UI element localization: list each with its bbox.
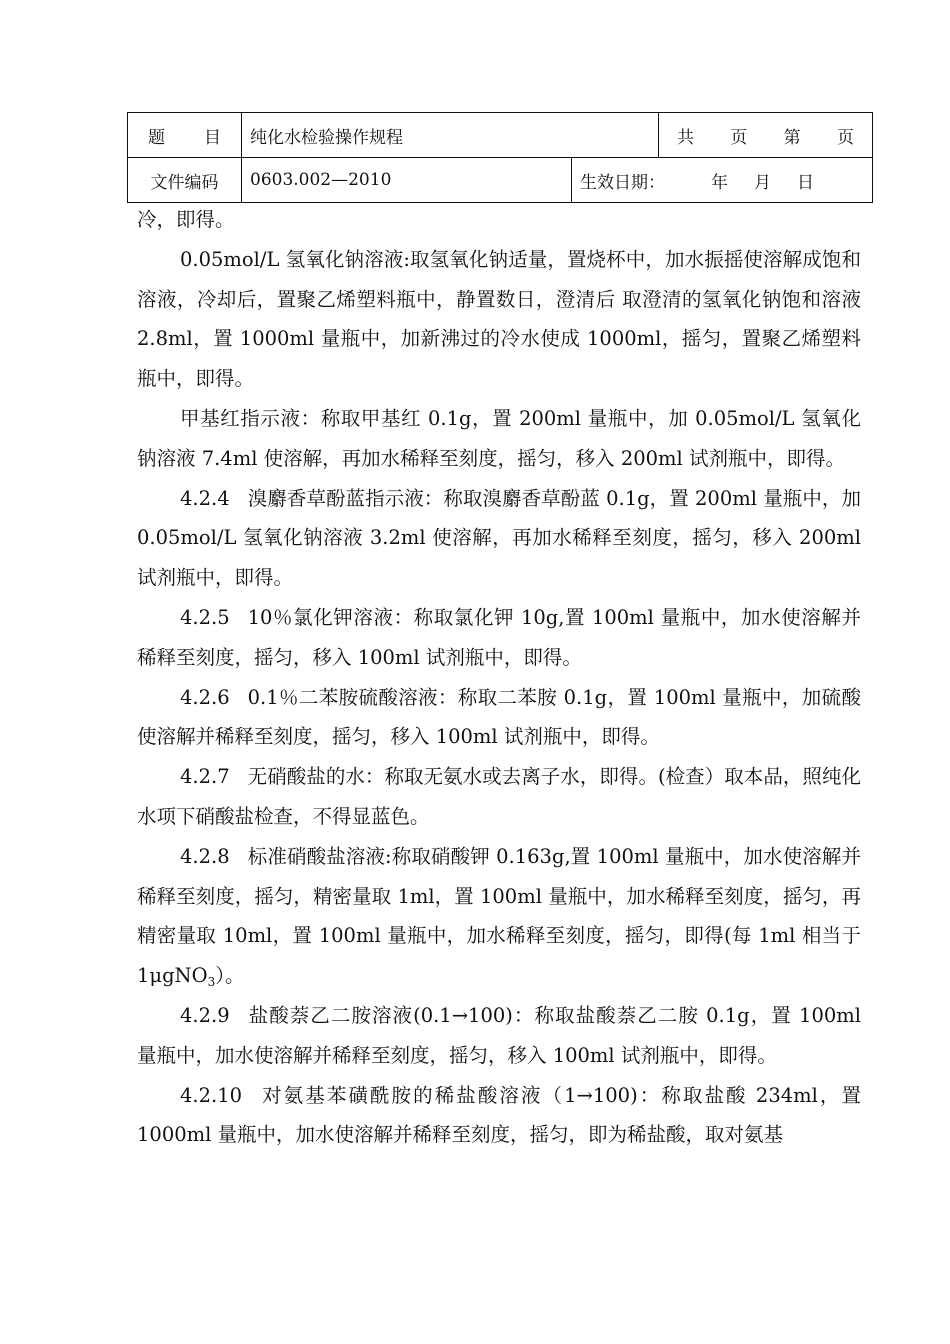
page-current-label: 第 (783, 127, 801, 148)
section-4-2-5 (137, 598, 861, 678)
effective-date-label: 生效日期： (580, 172, 665, 193)
page-total-unit: 页 (730, 127, 748, 148)
date-year: 年 (711, 172, 728, 193)
document-code: 0603.002—2010 (242, 158, 572, 203)
header-row-code (128, 158, 873, 203)
section-4-2-10 (137, 1076, 861, 1156)
section-text: 对氨基苯磺酰胺的稀盐酸溶液（1→100)：称取盐酸 234ml，置 1000ml 量瓶中，加水使溶解并稀释至刻度，摇匀，即为稀盐酸，取对氨基 (137, 1083, 861, 1147)
section-4-2-4 (137, 479, 861, 598)
section-text: 标准硝酸盐溶液:称取硝酸钾 0.163g,置 100ml 量瓶中，加水使溶解并稀释至刻度，摇匀，精密量取 1ml，置 100ml 量瓶中，加水稀释至刻度，摇匀，再精密量取 10ml，置 100ml 量瓶中，加水稀释至刻度，摇匀，即得(每 1ml 相当于 1μgNO (137, 844, 861, 988)
title-label-cell (128, 113, 242, 158)
section-text: 无硝酸盐的水：称取无氨水或去离子水，即得。(检查）取本品，照纯化水项下硝酸盐检查，不得显蓝色。 (137, 765, 861, 828)
document-body (137, 200, 861, 1155)
section-number: 4.2.8 (180, 844, 230, 868)
section-4-2-8 (137, 837, 861, 996)
section-text: 0.1％二苯胺硫酸溶液：称取二苯胺 0.1g，置 100ml 量瓶中，加硫酸使溶解并稀释至刻度，摇匀，移入 100ml 试剂瓶中，即得。 (137, 685, 861, 749)
section-4-2-6 (137, 678, 861, 758)
date-month: 月 (754, 172, 771, 193)
effective-date-cell (572, 158, 873, 203)
section-text: 溴麝香草酚蓝指示液：称取溴麝香草酚蓝 0.1g，置 200ml 量瓶中，加 0.05mol/L 氢氧化钠溶液 3.2ml 使溶解，再加水稀释至刻度，摇匀，移入 200ml 试剂瓶中，即得。 (137, 486, 861, 590)
header-row-title (128, 113, 873, 158)
section-4-2-9 (137, 996, 861, 1076)
document-title: 纯化水检验操作规程 (242, 113, 659, 158)
section-text: 10％氯化钾溶液：称取氯化钾 10g,置 100ml 量瓶中，加水使溶解并稀释至刻度，摇匀，移入 100ml 试剂瓶中，即得。 (137, 605, 861, 669)
paragraph-methyl-red: 甲基红指示液：称取甲基红 0.1g，置 200ml 量瓶中，加 0.05mol/L 氢氧化钠溶液 7.4ml 使溶解，再加水稀释至刻度，摇匀，移入 200ml 试剂瓶中，即得。 (137, 406, 861, 470)
page-total-label: 共 (677, 127, 694, 148)
section-number: 4.2.6 (180, 685, 230, 709)
section-text: 盐酸萘乙二胺溶液(0.1→100)：称取盐酸萘乙二胺 0.1g，置 100ml 量瓶中，加水使溶解并稀释至刻度，摇匀，移入 100ml 试剂瓶中，即得。 (137, 1003, 861, 1067)
section-number: 4.2.7 (180, 765, 230, 789)
title-label-char: 目 (204, 127, 221, 148)
section-number: 4.2.5 (180, 605, 230, 629)
section-number: 4.2.9 (180, 1003, 230, 1027)
section-4-2-7 (137, 757, 861, 837)
code-label: 文件编码 (128, 158, 242, 203)
subscript: 3 (207, 975, 216, 990)
title-label-char: 题 (148, 127, 165, 148)
page-current-unit: 页 (836, 127, 854, 148)
section-number: 4.2.4 (180, 486, 230, 510)
paragraph-naoh-solution: 0.05mol/L 氢氧化钠溶液:取氢氧化钠适量，置烧杯中，加水振摇使溶解成饱和溶液，冷却后，置聚乙烯塑料瓶中，静置数日，澄清后 取澄清的氢氧化钠饱和溶液 2.8ml，置 1000ml 量瓶中，加新沸过的冷水使成 1000ml，摇匀，置聚乙烯塑料瓶中，即得。 (137, 247, 861, 391)
section-number: 4.2.10 (180, 1083, 243, 1107)
page-count-cell (659, 113, 873, 158)
document-header-table (127, 112, 873, 203)
date-day: 日 (797, 172, 814, 193)
section-text-tail: ）。 (215, 964, 245, 988)
paragraph-continuation: 冷，即得。 (137, 208, 235, 231)
